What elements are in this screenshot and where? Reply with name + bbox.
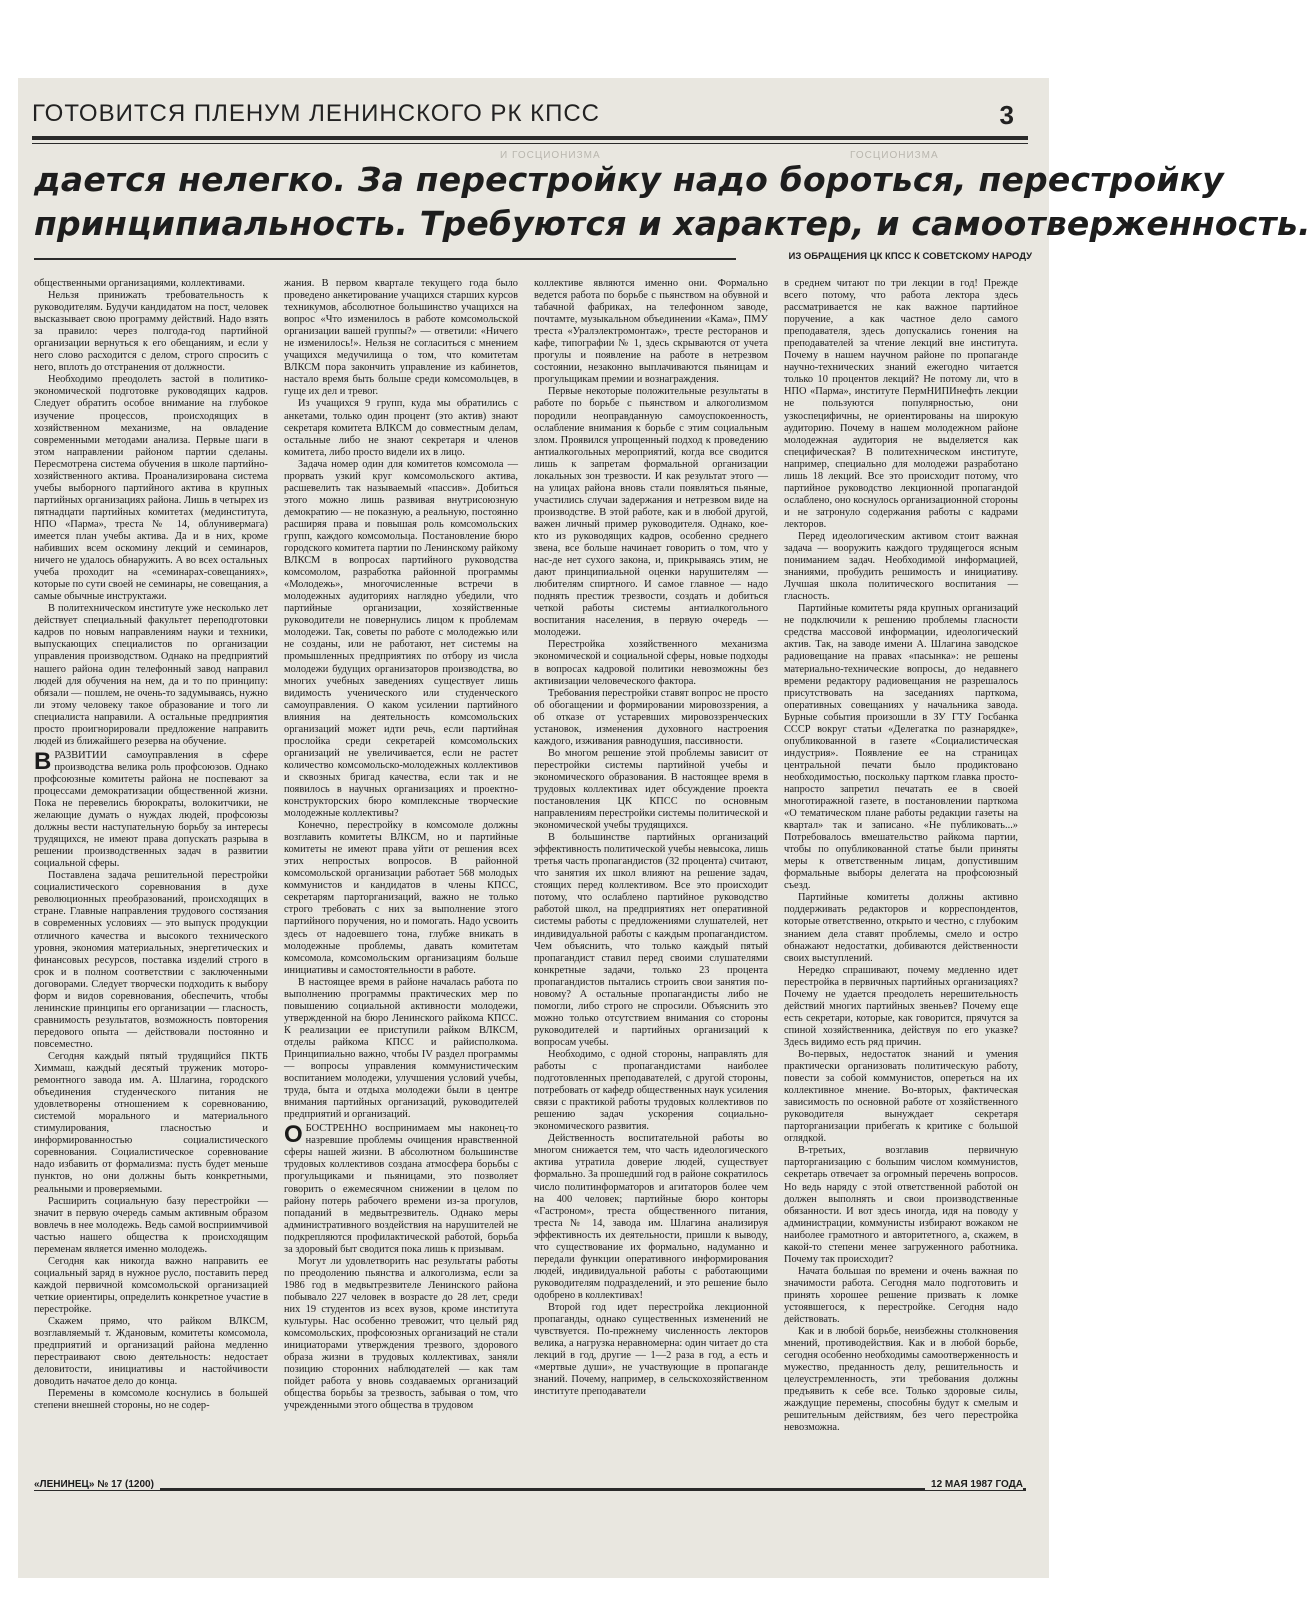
article-paragraph (784, 1049, 1018, 1145)
article-paragraph (784, 1145, 1018, 1265)
article-paragraph (34, 278, 268, 290)
article-paragraph (534, 832, 768, 1049)
paragraph-text: Сегодня каждый пятый трудящийся ПКТБ Химмаш, каждый десятый труженик моторо-ремонтного завода им. А. Шлагина, городского объединения студенческого питания не удовлетворены отношением к соревнованию, системой морального и материального стимулирования, гласностью и информированностью социалистического соревнования. Социалистическое соревнование надо избавить от формализма: пусть будет меньше пунктов, но они должны быть конкретными, реальными и проверяемыми. (34, 1051, 268, 1195)
article-paragraph (34, 374, 268, 603)
article-paragraph (784, 603, 1018, 892)
article-paragraph (784, 1266, 1018, 1326)
paragraph-text: Сегодня как никогда важно направить ее социальный заряд в нужное русло, поставить перед каждой первичной комсомольской организацией четкие ориентиры, определить конкретное участие в перестройке. (34, 1255, 268, 1315)
article-paragraph (784, 278, 1018, 531)
drop-cap: О (284, 1121, 303, 1149)
article-paragraph (34, 747, 268, 870)
issue-number: «ЛЕНИНЕЦ» № 17 (1200) (34, 1479, 160, 1490)
article-paragraph (534, 748, 768, 832)
article-paragraph (284, 459, 518, 820)
paragraph-text: Первые некоторые положительные результаты в работе по борьбе с пьянством и алкоголизмом породили неоправданную самоуспокоенность, ослабление внимания к борьбе с этим социальным злом. Проявился упрощенный подход к проведению антиалкогольных мероприятий, когда все сводится лишь к запретам формальной организации локальных зон трезвости. И как результат этого — на улицах района вновь стали появляться пьяные, участились случаи задержания и нетрезвом виде на производстве. В этой работе, как и в любой другой, важен личный пример руководителя. Однако, кое-кто из руководящих кадров, особенно среднего звена, все больше начинает говорить о том, что у нас-де нет сухого закона, и, прикрываясь этим, не дают принципиальной оценки нарушителям — любителям спиртного. И самое главное — надо поднять престиж трезвости, создать и добиться четкой работы системы антиалкогольного воспитания населения, в первую очередь — молодежи. (534, 386, 768, 639)
paragraph-text: Конечно, перестройку в комсомоле должны возглавить комитеты ВЛКСМ, но и партийные комитеты не имеют права уйти от решения всех этих непростых вопросов. В районной комсомольской организации работает 568 молодых коммунистов и кандидатов в члены КПСС, секретарям парторганизаций, важно не только строго требовать с них за выполнение этого партийного поручения, но и помогать. Надо усвоить здесь от надоевшего тона, глубже вникать в молодежные проблемы, давать комитетам комсомола, комсомольским организациям больше инициативы и самостоятельности в работе. (284, 820, 518, 976)
article-paragraph (534, 278, 768, 386)
paragraph-text: общественными организациями, коллективами. (34, 278, 245, 289)
paragraph-text: Поставлена задача решительной перестройки социалистического соревнования в духе революционных преобразований, происходящих в стране. Главные направления трудового состязания в современных условиях — это выпуск продукции отличного качества и высокого технического уровня, экономия материальных, энергетических и финансовых ресурсов, поставка изделий строго в срок и в полном соответствии с заключенными договорами. Следует творчески подходить к выбору форм и видов соревнования, обеспечить, чтобы ленинские принципы его организации — гласность, сравнимость результатов, возможность повторения передового опыта — действовали постоянно и повсеместно. (34, 870, 268, 1050)
article-paragraph (34, 290, 268, 374)
paragraph-text: В-третьих, возглавив первичную парторганизацию с большим числом коммунистов, секретарь отвечает за огромный перечень вопросов. Но ведь наряду с этой ответственной работой он должен выполнять и свои производственные обязанности. И вот здесь иногда, идя на поводу у администрации, коммунисты избирают вожаком не наиболее грамотного и авторитетного, а, скажем, в какой-то степени менее загруженного работника. Почему так происходит? (784, 1145, 1018, 1265)
article-paragraph (534, 386, 768, 639)
paragraph-text: коллективе являются именно они. Формально ведется работа по борьбе с пьянством на обувной и табачной фабриках, на телефонном заводе, почтамте, музыкальном объединении «Кама», ПМУ треста «Уралэлектромонтаж», тресте ресторанов и кафе, типографии № 1, здесь скрываются от учета прогулы и появление на работе в нетрезвом состоянии, незаконно выплачиваются пьяницам и прогульщикам премии и вознаграждения. (534, 278, 768, 386)
paragraph-text: Расширить социальную базу перестройки — значит в первую очередь самым активным образом вовлечь в нее молодежь. Ведь самой восприимчивой частью нашего общества к происходящим переменам является именно молодежь. (34, 1195, 268, 1255)
article-paragraph (784, 965, 1018, 1049)
drop-cap: В (34, 747, 52, 775)
issue-date: 12 МАЯ 1987 ГОДА (925, 1479, 1023, 1490)
paragraph-text: Как и в любой борьбе, неизбежны столкновения мнений, противодействия. Как и в любой борьбе, сегодня особенно необходимы самоотверженность и мужество, преданность делу, решительность и целеустремленность, эти требования должны предъявить к себе все. Только здоровые силы, жаждущие перемены, способны будут к смелым и решительным действиям, без чего перестройка невозможна. (784, 1326, 1018, 1434)
paragraph-text: Могут ли удовлетворить нас результаты работы по преодолению пьянства и алкоголизма, если за 1986 год в медвытрезвителе Ленинского района побывало 227 человек в возрасте до 28 лет, среди них 19 студентов из всех вузов, кроме института культуры. Нас особенно тревожит, что целый ряд комсомольских, профсоюзных организаций не стали инициаторами утверждения трезвого, здорового образа жизни в трудовых коллективах, заняли позицию сторонних наблюдателей — как там пойдет работа у вновь создаваемых организаций общества борьбы за трезвость, забывая о том, что учрежденными этого общества в трудовом (284, 1255, 518, 1412)
header-rule (32, 136, 1028, 140)
headline (34, 158, 1311, 246)
paragraph-text: Партийные комитеты должны активно поддерживать редакторов и корреспондентов, которые ответственно, открыто и честно, с глубоким знанием дела ставят проблемы, смело и остро обнажают недостатки, добиваются действенности своих выступлений. (784, 892, 1018, 964)
paragraph-text: Партийные комитеты ряда крупных организаций не подключили к решению проблемы гласности средства массовой информации, идеологический актив. Так, на заводе имени А. Шлагина заводское радиовещание на правах «пасынка»: не решены материально-технические вопросы, до недавнего времени редактору радиовещания не разрешалось присутствовать на заседаниях парткома, оперативных совещаниях у начальника завода. Бурные события произошли в ЗУ ГТУ Госбанка СССР вокруг статьи «Делегатка по разнарядке», опубликованной в газете «Социалистическая индустрия». Появление ее на страницах центральной печати было продиктовано необходимостью, поскольку партком главка просто-напросто запретил печатать ее в своей многотиражной газете, в постановлении парткома «О тематическом плане работы редакции газеты на квартал» так и записано. «Не публиковать...» Потребовалось вмешательство райкома партии, чтобы по опубликованной статье были приняты меры к ответственным лицам, допустившим формальные выборы делегата на профсоюзный съезд. (784, 603, 1018, 892)
article-paragraph (284, 398, 518, 458)
bleed-through-text: ГОСЦИОНИЗМА (850, 150, 939, 161)
paragraph-text: Нельзя принижать требовательность к руководителям. Будучи кандидатом на пост, человек высказывает свою программу действий. Надо взять за правило: через полгода-год партийной организации вернуться к его обещаниям, и если у него слово расходится с делом, строго спросить с него, вплоть до отстранения от должности. (34, 290, 268, 374)
headline-line-2: принципиальность. Требуются и характер, и самоотверженность. (34, 204, 1311, 243)
article-paragraph (34, 1051, 268, 1196)
article-paragraph (284, 1256, 518, 1413)
paragraph-text: Из учащихся 9 групп, куда мы обратились с анкетами, только один процент (это актив) знают секретаря комитета ВЛКСМ до совместным делам, остальные либо не знают секретаря и членов комитета, либо просто видели их в лицо. (284, 398, 518, 458)
paragraph-text: Второй год идет перестройка лекционной пропаганды, однако существенных изменений не чувствуется. По-прежнему численность лекторов велика, а нагрузка неравномерна: один читает до ста лекций в год, другие — 1—2 раза в год, а есть и «мертвые души», не участвующие в пропаганде знаний. Почему, например, в сельскохозяйственном институте преподаватели (534, 1301, 768, 1398)
article-paragraph (34, 1256, 268, 1316)
article-paragraph (534, 1302, 768, 1398)
article-paragraph (34, 1388, 268, 1412)
article-column (534, 278, 768, 1470)
article-paragraph (284, 278, 518, 398)
article-paragraph (34, 603, 268, 748)
article-paragraph (784, 892, 1018, 964)
article-paragraph (284, 1123, 518, 1256)
article-paragraph (34, 1196, 268, 1256)
paragraph-text: Начата большая по времени и очень важная по значимости работа. Сегодня мало подготовить и принять хорошее решение призвать к ломке устоявшегося, к перестройке. Сегодня надо действовать. (784, 1265, 1018, 1326)
paragraph-text: Во многом решение этой проблемы зависит от перестройки системы партийной учебы и экономического образования. В настоящее время в трудовых коллективах идет обсуждение проекта постановления ЦК КПСС по основным направлениям перестройки системы политической и экономической учебы трудящихся. (534, 747, 768, 832)
article-paragraph (34, 870, 268, 1051)
header-rule-thin (32, 143, 1028, 144)
paragraph-text: Задача номер один для комитетов комсомола — прорвать узкий круг комсомольского актива, расшевелить так называемый «пассив». Добиться этого можно лишь развивая внутрисоюзную демократию — не показную, а реальную, постоянно расширяя права и повышая роль комсомольских групп, каждого комсомольца. Постановление бюро городского комитета партии по Ленинскому райкому ВЛКСМ в вопросах партийного руководства комсомолом, разработка районной программы «Молодежь», многочисленные встречи в молодежных аудиториях наглядно убедили, что партийные организации, хозяйственные руководители не повернулись лицом к проблемам молодежи. Так, советы по работе с молодежью или не созданы, или не работают, нет системы на промышленных предприятиях по отбору из числа молодежи будущих организаторов производства, во многих учебных заведениях существует лишь видимость ученического или студенческого самоуправления. О каком усилении партийного влияния на деятельность комсомольских организаций может идти речь, если партийная прослойка среди секретарей комсомольских организаций не увеличивается, если не растет количество комсомольско-молодежных коллективов и сквозных бригад качества, если так и не появилось в научных организациях и проектно-конструкторских бюро комплексные творческие молодежные коллективы? (284, 458, 518, 820)
article-paragraph (284, 820, 518, 977)
article-column (784, 278, 1018, 1470)
article-paragraph (534, 1049, 768, 1133)
paragraph-text: В политехническом институте уже несколько лет действует специальный факультет переподготовки кадров по новым направлениям науки и техники, выпускающих специалистов по организации управления производством. Однако на предприятий нашего района один телефонный завод направил людей для обучения на нем, да и то по принципу: обязали — пошлем, не очень-то задумываясь, нужно ли этому человеку такое образование и того ли специалиста направили. А остальные предприятия просто проигнорировали предложение направить людей из ближайшего резерва на обучение. (34, 603, 268, 747)
headline-line-1: дается нелегко. За перестройку надо бороться, перестройку (34, 160, 1224, 199)
article-paragraph (784, 531, 1018, 603)
paragraph-text: В большинстве партийных организаций эффективность политической учебы невысока, лишь третья часть пропагандистов (32 процента) считают, что занятия их школ влияют на решение задач, стоящих перед коллективом. Все это происходит потому, что ослаблено партийное руководство работой школ, на предприятиях нет оперативной системы работы с предложениями слушателей, нет индивидуальной работы с каждым пропагандистом. Чем объяснить, что только каждый пятый пропагандист ставил перед своими слушателями конкретные задачи, только 23 процента пропагандистов пытались строить свои занятия по-новому? А остальные пропагандисты либо не помогли, либо строго не спросили. Объяснить это можно только отсутствием внимания со стороны руководителей и партийных организаций к вопросам учебы. (534, 832, 768, 1048)
article-paragraph (534, 688, 768, 748)
source-rule (34, 258, 774, 260)
paragraph-text: Во-первых, недостаток знаний и умения практически организовать политическую работу, повести за собой коммунистов, опереться на их коллективное мнение. Во-вторых, фактическая зависимость по основной работе от хозяйственного руководителя вынуждает секретаря парторганизации прибегать к критике с большой оглядкой. (784, 1049, 1018, 1145)
paragraph-text: Перестройка хозяйственного механизма экономической и социальной сферы, новые подходы в вопросах кадровой политики невозможны без активизации человеческого фактора. (534, 639, 768, 687)
paragraph-text: Необходимо, с одной стороны, направлять для работы с пропагандистами наиболее подготовленных преподавателей, с другой стороны, потребовать от кафедр общественных наук усиления связи с практикой работы трудовых коллективов по решению задач ускорения социально-экономического развития. (534, 1049, 768, 1133)
article-paragraph (284, 977, 518, 1122)
paragraph-text: Требования перестройки ставят вопрос не просто об обогащении и формировании мировоззрения, а об отказе от устаревших мировоззренческих установок, изменения духовного настроения каждого, изживания равнодушия, пассивности. (534, 687, 769, 747)
paragraph-text: в среднем читают по три лекции в год! Прежде всего потому, что работа лектора здесь рассматривается не как важное партийное поручение, а как частное дело самого преподавателя, здесь допускались гонения на преподавателей за чтение лекций вне института. Почему в нашем научном районе по пропаганде научно-технических знаний ежегодно читается только 10 процентов лекций? Не потому ли, что в НПО «Парма», институте ПермНИПИнефть лекции не пользуются популярностью, они узкоспецифичны, не ориентированы на широкую аудиторию. Почему в нашем молодежном районе молодежная аудитория не выделяется как специфическая? В политехническом институте, например, специально для молодежи разработано лишь 18 лекций. Все это происходит потому, что партийное руководство лекционной пропагандой ослаблено, оно коснулось организационной стороны и не затронуло содержания работы с кадрами лекторов. (784, 278, 1018, 530)
article-column (284, 278, 518, 1470)
paragraph-text: В настоящее время в районе началась работа по выполнению программы практических мер по повышению социальной активности молодежи, утвержденной на бюро Ленинского райкома КПСС. К реализации ее приступили райком ВЛКСМ, отделы райкома КПСС и райисполкома. Принципиально важно, чтобы IV раздел программы — вопросы управления коммунистическим воспитанием молодежи, улучшения условий учебы, труда, быта и отдыха молодежи были в центре внимания партийных организаций, руководителей предприятий и организаций. (284, 976, 518, 1121)
section-title: ГОТОВИТСЯ ПЛЕНУМ ЛЕНИНСКОГО РК КПСС (32, 100, 600, 127)
paragraph-text: жания. В первом квартале текущего года было проведено анкетирование учащихся старших курсов техникумов, абсолютное большинство учащихся на вопрос «Что изменилось в работе комсомольской организации вашей группы?» — ответили: «Ничего не изменилось!». Нельзя не согласиться с мнением учащихся медучилища о том, что комитетам ВЛКСМ пора закончить управление из кабинетов, настало время быть больше среди комсомольцев, в гуще их дел и тревог. (284, 278, 518, 398)
article-paragraph (784, 1326, 1018, 1434)
paragraph-text: Перемены в комсомоле коснулись в большей степени внешней стороны, но не содер- (34, 1388, 268, 1412)
article-paragraph (534, 1133, 768, 1302)
page-header (32, 100, 1020, 136)
paragraph-text: Действенность воспитательной работы во многом снижается тем, что часть идеологического актива утратила доверие людей, существует формально. За прошедший год в районе сократилось число политинформаторов и агитаторов более чем на 400 человек; партийные бюро конторы «Гастроном», треста общественного питания, треста № 14, завода им. Шлагина анализируя эффективность их деятельности, пришли к выводу, что существование их формально, надуманно и передали функции оперативного информирования людей, индивидуальной работы с работающими руководителям подразделений, и это решение было одобрено в коллективах! (534, 1133, 769, 1301)
paragraph-text: РАЗВИТИИ самоуправления в сфере производства велика роль профсоюзов. Однако профсоюзные комитеты района не поспевают за процессами демократизации общественной жизни. Пока не перевелись бюрократы, волокитчики, не желающие думать о нуждах людей, профсоюзы должны вести наступательную борьбу за интересы трудящихся, не имеют права допускать разрыва в решении производственных задач в развитии социальной сферы. (34, 749, 268, 870)
paragraph-text: БОСТРЕННО воспринимаем мы наконец-то назревшие проблемы очищения нравственной сферы нашей жизни. В абсолютном большинстве трудовых коллективов создана атмосфера борьбы с прогульщиками и пьяницами, это позволяет говорить о ежемесячном снижении в целом по району потерь рабочего времени из-за прогулов, попаданий в медвытрезвитель. Однако меры административного воздействия на нарушителей не подкрепляются профилактической работой, борьба за здоровый быт сводится пока лишь к призывам. (284, 1123, 518, 1255)
page-number: 3 (999, 100, 1014, 130)
paragraph-text: Скажем прямо, что райком ВЛКСМ, возглавляемый т. Ждановым, комитеты комсомола, предприятий и организаций района медленно перестраивают свою деятельность: недостает деловитости, инициативы и настойчивости доводить начатое дело до конца. (34, 1316, 268, 1388)
bleed-through-text: И ГОСЦИОНИЗМА (500, 150, 601, 161)
article-column (34, 278, 268, 1470)
article-paragraph (34, 1316, 268, 1388)
paragraph-text: Необходимо преодолеть застой в политико-экономической подготовке руководящих кадров. Следует обратить особое внимание на глубокое изучение процессов, происходящих в хозяйственном механизме, на овладение современными методами анализа. Первые шаги в этом направлении районом партии сделаны. Пересмотрена система обучения в школе партийно-хозяйственного актива. Проанализирована система учебы выборного партийного актива в крупных партийных организациях района. Лишь в четырех из пятнадцати партийных комитетах (мединститута, НПО «Парма», треста № 14, облунивермага) имеется план учебы актива. Да и в них, кроме набивших всем оскомину лекций и семинаров, ничего не удалось обнаружить. А во всех остальных учеба проходит на «семинарах-совещаниях», которые по сути своей не семинары, не совещания, а самые обычные инструктажи. (34, 374, 268, 603)
paragraph-text: Перед идеологическим активом стоит важная задача — вооружить каждого трудящегося ясным пониманием задач. Необходимой информацией, знаниями, пробудить решимость и инициативу. Лучшая школа политического воспитания — гласность. (784, 530, 1018, 603)
article-paragraph (534, 639, 768, 687)
footer-rule (34, 1488, 1026, 1491)
quote-source: ИЗ ОБРАЩЕНИЯ ЦК КПСС К СОВЕТСКОМУ НАРОДУ (736, 251, 1032, 262)
paragraph-text: Нередко спрашивают, почему медленно идет перестройка в первичных партийных организациях? Почему не удается преодолеть нерешительность действий многих партийных звеньев? Почему еще есть секретари, которые, как говорится, прячутся за спиной хозяйственника, действуя по его указке? Здесь видимо есть ряд причин. (784, 964, 1018, 1048)
